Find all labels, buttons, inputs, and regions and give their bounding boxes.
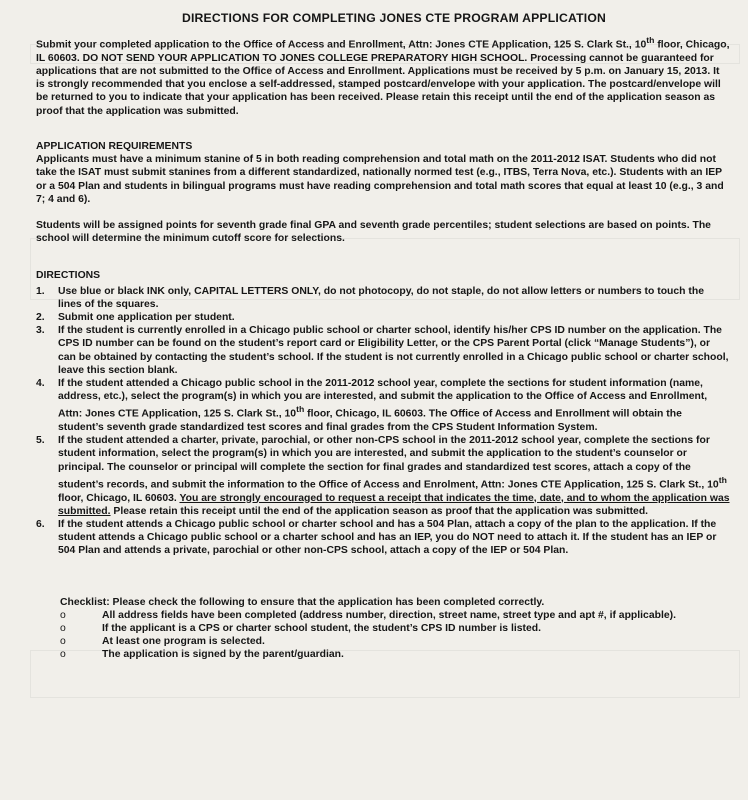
checklist-items: [60, 609, 730, 662]
circle-bullet-icon: o: [60, 636, 66, 648]
direction-item: 3. If the student is currently enrolled in a Chicago public school or charter school, identify his/her CPS ID number on the application. The CPS ID number can be found on the student’s report card or Eligibility Letter, or the CPS Parent Portal (click “Manage Students”), or can be obtained by contacting the student’s school. If the student is not currently enrolled in a Chicago public school or charter school, leave this section blank.: [36, 325, 729, 376]
circle-bullet-icon: o: [60, 649, 66, 661]
intro-paragraph: Submit your completed application to the Office of Access and Enrollment, Attn: Jones CTE Application, 125 S. Clark St., 10th floor, Chicago, IL 60603. DO NOT SEND YOUR APPLICATION TO JONES COLLEGE PREPARATORY HIGH SCHOOL. Processing cannot be guaranteed for applications that are not submitted to the Office of Access and Enrollment. Applications must be received by 5 p.m. on January 15, 2013. It is strongly recommended that you enclose a self-addressed, stamped postcard/envelope with your application. The postcard/envelope will be returned to you to indicate that your application has been received. Please retain this receipt until the end of the application season as proof that the application was submitted.: [36, 35, 730, 117]
circle-bullet-icon: o: [60, 609, 66, 621]
requirements-heading: APPLICATION REQUIREMENTS: [36, 140, 193, 152]
requirements-paragraph: Applicants must have a minimum stanine of 5 in both reading comprehension and total math on the 2011-2012 ISAT. Students who did not take the ISAT must submit stanines from a different standardized, nationally normed test (e.g., ITBS, Terra Nova, etc.). Students with an IEP or a 504 Plan and students in bilingual programs must have reading comprehension and total math scores that equal at least 10 (e.g., 3 and 7; 4 and 6).: [36, 154, 724, 205]
circle-bullet-icon: o: [60, 622, 66, 634]
checklist-heading: Checklist: Please check the following to ensure that the application has been completed correctly.: [60, 596, 545, 608]
checklist-item: o If the applicant is a CPS or charter school student, the student’s CPS ID number is listed.: [60, 622, 541, 634]
checklist-item: o The application is signed by the parent/guardian.: [60, 649, 344, 661]
checklist: [60, 596, 730, 662]
directions-list: [36, 285, 730, 558]
checklist-item: o At least one program is selected.: [60, 636, 265, 648]
directions-heading: DIRECTIONS: [36, 270, 101, 282]
direction-item: 1. Use blue or black INK only, CAPITAL LETTERS ONLY, do not photocopy, do not staple, do not allow letters or numbers to touch the lines of the squares.: [36, 285, 704, 310]
checklist-item: o All address fields have been completed (address number, direction, street name, street type and apt #, if applicable).: [60, 609, 676, 621]
page-title: DIRECTIONS FOR COMPLETING JONES CTE PROGRAM APPLICATION: [181, 11, 607, 25]
direction-item: 6. If the student attends a Chicago public school or charter school and has a 504 Plan, attach a copy of the plan to the application. If the student attends a Chicago public school or a charter school and has an IEP, you do NOT need to attach it. If the student has an IEP or 504 Plan and attends a private, parochial or other non-CPS school, attach a copy of the IEP or 504 Plan.: [36, 518, 717, 557]
direction-item: 5. If the student attended a charter, private, parochial, or other non-CPS school in the 2011-2012 school year, complete the sections for student information, select the program(s) in which you are interested, and submit the application to the student’s counselor or principal. The counselor or principal will complete the section for final grades and standardized test scores, attach a copy of the student’s records, and submit the information to the Office of Access and Enrolment, Attn: Jones CTE Application, 125 S. Clark St., 10th floor, Chicago, IL 60603. You are strongly encouraged to request a receipt that indicates the time, date, and to whom the application was submitted. Please retain this receipt until the end of the application season as proof that the application was submitted.: [36, 435, 730, 517]
points-paragraph: Students will be assigned points for seventh grade final GPA and seventh grade percentiles; student selections are based on points. The school will determine the minimum cutoff score for selections.: [36, 219, 711, 245]
direction-item: 4. If the student attended a Chicago public school in the 2011-2012 school year, complete the sections for student information (name, address, etc.), select the program(s) in which you are interested, and submit the application to the Office of Access and Enrollment, Attn: Jones CTE Application, 125 S. Clark St., 10th floor, Chicago, IL 60603. The Office of Access and Enrollment will obtain the student’s seventh grade standardized test scores and final grades from the CPS Student Information System.: [36, 377, 708, 434]
direction-item: 2. Submit one application per student.: [36, 311, 235, 323]
receipt-note: You are strongly encouraged to request a receipt that indicates the time, date, and to whom the application was submitted.: [58, 492, 730, 517]
